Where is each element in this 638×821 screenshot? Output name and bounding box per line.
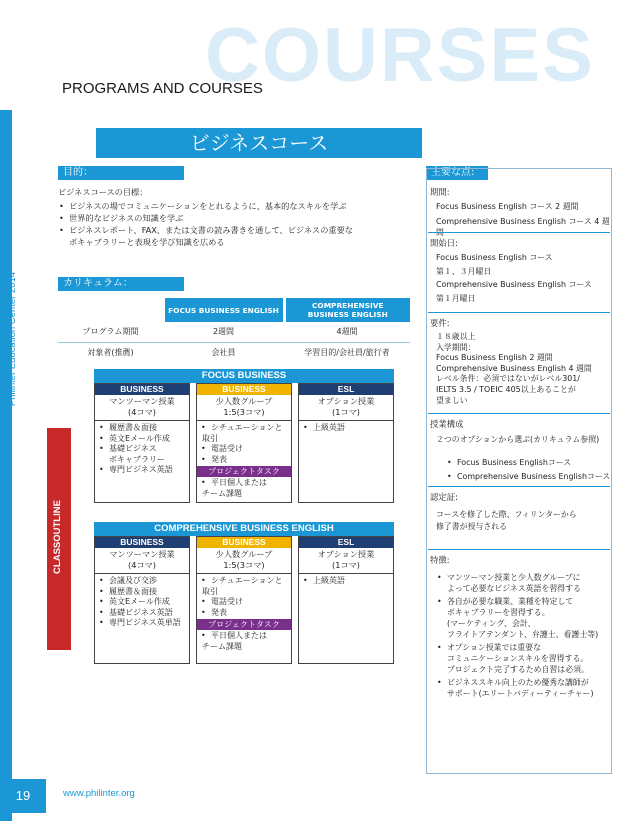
- side-color-bar: [0, 110, 12, 821]
- table-row: プログラム期間 2週間 4週間: [58, 322, 410, 342]
- purpose-item: • ビジネスレポート、FAX、または文書の読み書きを通して、ビジネスの重要な: [58, 224, 418, 236]
- focus-col-group: BUSINESS 少人数グループ 1:5(3コマ) • シチュエーションと 取引 • 電話受け • 発表 プロジェクトタスク • 平日個人または チーム課題: [196, 383, 292, 503]
- focus-grid-title: FOCUS BUSINESS: [94, 369, 394, 383]
- courses-watermark: COURSES: [205, 13, 595, 98]
- period-section: 期間: Focus Business English コース 2 週間 Comprehensive Business English コース 4 週: [430, 187, 610, 226]
- focus-col-esl: ESL オプション授業 (1コマ) • 上級英語: [298, 383, 394, 503]
- project-task-band: プロジェクトタスク: [197, 466, 291, 477]
- curriculum-heading: カリキュラム：: [58, 277, 184, 291]
- purpose-intro: ビジネスコースの目標：: [58, 187, 148, 197]
- purpose-section: [58, 186, 418, 248]
- purpose-item-cont: ボキャブラリーと表現を学び知識を広める: [69, 237, 225, 247]
- comp-col-esl: ESL オプション授業 (1コマ) • 上級英語: [298, 536, 394, 664]
- website-link[interactable]: www.philinter.org: [63, 788, 135, 799]
- table-header-focus: FOCUS BUSINESS ENGLISH: [163, 298, 284, 322]
- key-points-heading: 主要な点:: [426, 166, 488, 180]
- focus-col-one-to-one: BUSINESS マンツーマン授業 (4コマ) • 履歴書＆面接 • 英文Eメール作成 • 基礎ビジネス ボキャブラリー • 専門ビジネス英語: [94, 383, 190, 503]
- purpose-heading: 目的：: [58, 166, 184, 180]
- start-section: 開始日: Focus Business English コース 第１、３月曜日 Comprehensive Business English コース 第１月曜日: [430, 238, 592, 303]
- purpose-item: • 世界的なビジネスの知識を学ぶ: [58, 212, 418, 224]
- curriculum-table: [58, 298, 410, 362]
- table-header-comp: COMPREHENSIVE BUSINESS ENGLISH: [284, 298, 410, 322]
- page-number: 19: [0, 779, 46, 813]
- side-vertical-text: Philinter Education Center 2014: [7, 271, 18, 407]
- comp-grid-title: COMPREHENSIVE BUSINESS ENGLISH: [94, 522, 394, 536]
- requirements-section: 要件: １８歳以上 入学期間： Focus Business English 2 週間 Comprehensive Business English 4 週間 レベル条件：必須ではないがレベル301/ IELTS 3.5 / TOEIC 405以上あることが 望ましい: [430, 318, 592, 405]
- comp-col-group: BUSINESS 少人数グループ 1:5(3コマ) • シチュエーションと 取引 • 電話受け • 発表 プロジェクトタスク • 平日個人または チーム課題: [196, 536, 292, 664]
- comp-col-one-to-one: BUSINESS マンツーマン授業 (4コマ) • 会議及び交渉 • 履歴書＆面接 • 英文Eメール作成 • 基礎ビジネス英語 • 専門ビジネス英単語: [94, 536, 190, 664]
- certificate-section: 認定証: コースを修了した際、フィリンターから 修了書が授与される: [430, 492, 577, 531]
- class-outline-label: CLASSOUTLINE: [52, 500, 63, 574]
- purpose-item: • ビジネスの場でコミュニケーションをとれるように、基本的なスキルを学ぶ: [58, 200, 418, 212]
- project-task-band: プロジェクトタスク: [197, 619, 291, 630]
- course-title: ビジネスコース: [96, 128, 422, 158]
- features-section: 特徴: • マンツーマン授業と少人数グループに よって必要なビジネス英語を習得する • 各自が必要な職業、業種を特定して ボキャブラリーを習得する。 (マーケティング、会計、 フライトアテンダント、弁護士、看護士等) • オプション授業では重要な コミュニケーションスキルを習得する。 プロジェクト完了するため自習は必須。 • ビジネススキル向上のため優秀な講師が サポート(エリートバディーティーチャー): [426, 554, 612, 699]
- table-row: 対象者(推薦) 会社員 学習目的/会社員/旅行者: [87, 347, 390, 357]
- composition-section: 授業構成 ２つのオプションから選ぶ(カリキュラム参照) • Focus Business Englishコース • Comprehensive Business Englishコース: [426, 418, 612, 484]
- page-title: PROGRAMS AND COURSES: [62, 80, 263, 97]
